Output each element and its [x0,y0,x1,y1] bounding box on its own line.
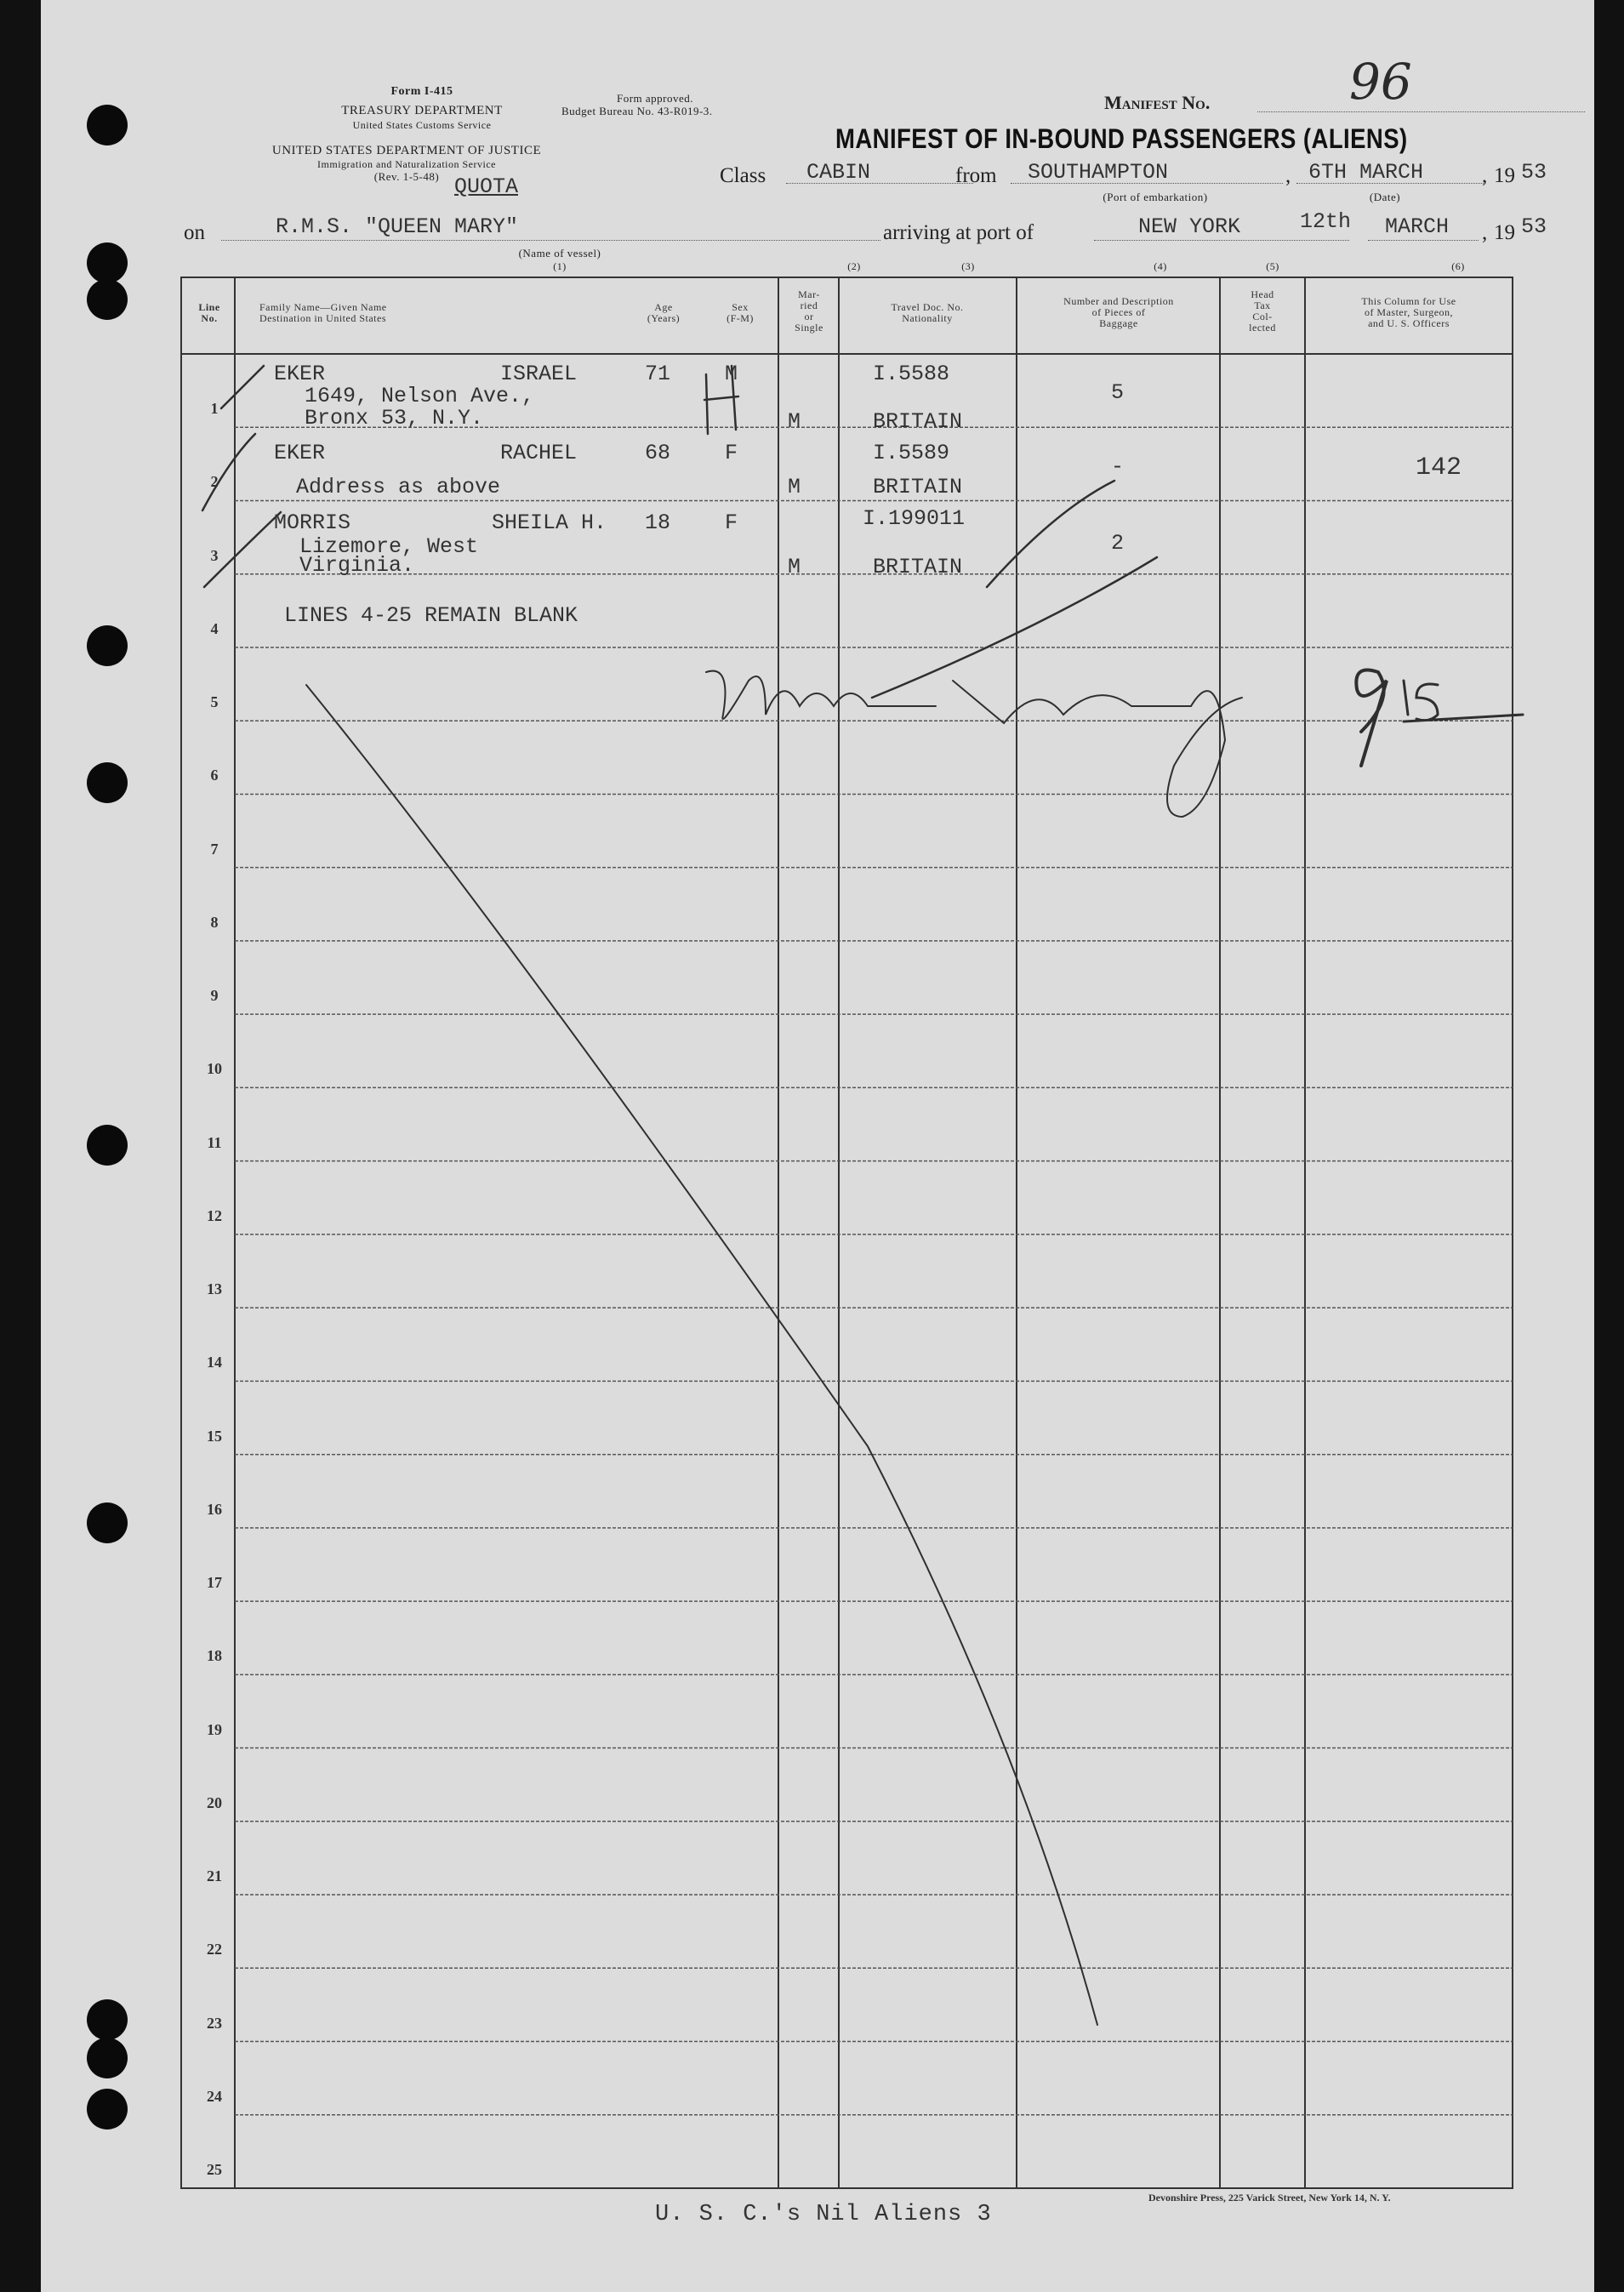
line-number: 14 [207,1354,222,1371]
given-name: SHEILA H. [492,510,607,535]
line-number: 9 [210,987,219,1005]
printer-imprint: Devonshire Press, 225 Varick Street, New York 14, N. Y. [1148,2192,1391,2204]
baggage: 2 [1111,531,1125,556]
family-name: EKER [274,362,326,386]
budget-bureau: Budget Bureau No. 43-R019-3. [561,105,713,117]
column-one-note: (1) [553,260,567,272]
treasury-dept: TREASURY DEPARTMENT [341,104,503,117]
class-label: Class [720,164,766,187]
customs-service: United States Customs Service [352,119,492,131]
comma: , [1482,164,1488,187]
header-line-no: Line No. [198,301,220,324]
marital-status: M [788,555,801,579]
vessel-name: R.M.S. "QUEEN MARY" [276,214,519,239]
vessel-note: (Name of vessel) [518,247,601,259]
line-number: 8 [210,913,219,931]
nationality: BRITAIN [873,555,963,579]
line-number: 11 [207,1133,222,1151]
header-travel-doc: Travel Doc. No. Nationality [891,301,964,324]
line-number: 22 [207,1941,222,1958]
arrival-year-prefix: 19 [1494,221,1515,244]
address-line-1: Lizemore, West [299,534,479,559]
footer-summary: U. S. C.'s Nil Aliens 3 [655,2202,992,2227]
form-approved: Form approved. [616,92,694,105]
sex: M [725,362,738,386]
line-number: 17 [207,1574,222,1592]
quota-stamp: QUOTA [454,174,519,199]
line-number: 13 [207,1280,222,1298]
sex: F [725,510,738,535]
travel-doc-no: I.199011 [863,506,966,531]
signature [706,671,1242,817]
line-number: 25 [207,2161,222,2178]
manifest-no-handwritten: 96 [1349,53,1412,111]
arrival-day: 12th [1300,209,1352,234]
header-age: Age (Years) [647,301,681,324]
nationality: BRITAIN [873,475,963,499]
travel-doc-no: I.5588 [873,362,950,386]
revision-date: (Rev. 1-5-48) [373,170,440,183]
address-line-1: Address as above [296,475,501,499]
header-baggage: Number and Description of Pieces of Baggage [1063,295,1174,329]
address-line-2: Bronx 53, N.Y. [305,406,484,430]
departure-year: 53 [1521,160,1547,185]
departure-date: 6TH MARCH [1308,160,1424,185]
date-note: (Date) [1369,191,1401,203]
arrival-port: NEW YORK [1138,214,1241,239]
family-name: EKER [274,441,326,465]
from-value: SOUTHAMPTON [1028,160,1169,185]
line-number: 4 [210,619,219,637]
family-name: MORRIS [274,510,351,535]
given-name: RACHEL [500,441,578,465]
form-number: Form I-415 [390,85,453,98]
year-prefix: 19 [1494,164,1515,187]
line-number: 12 [207,1206,222,1224]
doj-heading: UNITED STATES DEPARTMENT OF JUSTICE [271,144,542,157]
line-number: 5 [210,693,219,711]
ins-heading: Immigration and Naturalization Service [317,158,496,170]
line-number: 6 [210,767,219,784]
line-number: 19 [207,1720,222,1738]
on-label: on [184,221,205,244]
address-line-1: 1649, Nelson Ave., [305,384,535,408]
baggage: 5 [1111,380,1125,405]
manifest-no-label: Manifest No. [1104,92,1211,113]
diagonal-strike [306,685,1097,2025]
header-name: Family Name—Given Name Destination in United States [259,301,387,324]
col-num-2: (2) [847,260,861,272]
arriving-label: arriving at port of [883,221,1034,244]
header-sex: Sex (F-M) [727,301,754,324]
marital-status: M [788,475,801,499]
col-num-3: (3) [961,260,975,272]
age: 68 [645,441,671,465]
col-num-4: (4) [1154,260,1167,272]
line-number: 16 [207,1500,222,1518]
line-number: 7 [210,840,219,858]
line-number: 18 [207,1647,222,1665]
age: 18 [645,510,671,535]
sex: F [725,441,738,465]
line-number: 21 [207,1867,222,1885]
arrival-month: MARCH [1385,214,1450,239]
port-embarkation-note: (Port of embarkation) [1103,191,1208,203]
col-num-6: (6) [1451,260,1465,272]
line-number: 1 [210,400,219,418]
line-number: 24 [207,2087,222,2105]
comma: , [1482,221,1488,244]
line-number: 3 [210,546,219,564]
header-marital: Mar- ried or Single [795,288,823,334]
marital-status: M [788,409,801,434]
comma: , [1285,164,1291,187]
header-head-tax: Head Tax Col- lected [1249,288,1276,334]
address-line-2: Virginia. [299,553,415,578]
col-num-5: (5) [1266,260,1279,272]
line-number: 15 [207,1427,222,1445]
check-mark [202,434,255,510]
arrival-year: 53 [1521,214,1547,239]
class-value: CABIN [806,160,871,185]
signature-mark [1404,681,1523,721]
line-number: 20 [207,1793,222,1811]
nationality: BRITAIN [873,409,963,434]
from-label: from [955,164,997,187]
baggage: - [1111,454,1125,479]
header-officers: This Column for Use of Master, Surgeon, and U. S. Officers [1361,295,1456,329]
signature-mark [1356,670,1387,767]
age: 71 [645,362,671,386]
line-number: 23 [207,2014,222,2032]
given-name: ISRAEL [500,362,578,386]
officer-note: 142 [1416,453,1462,482]
check-mark [987,481,1114,587]
line-number: 10 [207,1060,222,1078]
manifest-title: MANIFEST OF IN-BOUND PASSENGERS (ALIENS) [835,123,1408,154]
remain-blank-note: LINES 4-25 REMAIN BLANK [284,603,578,628]
travel-doc-no: I.5589 [873,441,950,465]
line-number: 2 [210,473,219,491]
